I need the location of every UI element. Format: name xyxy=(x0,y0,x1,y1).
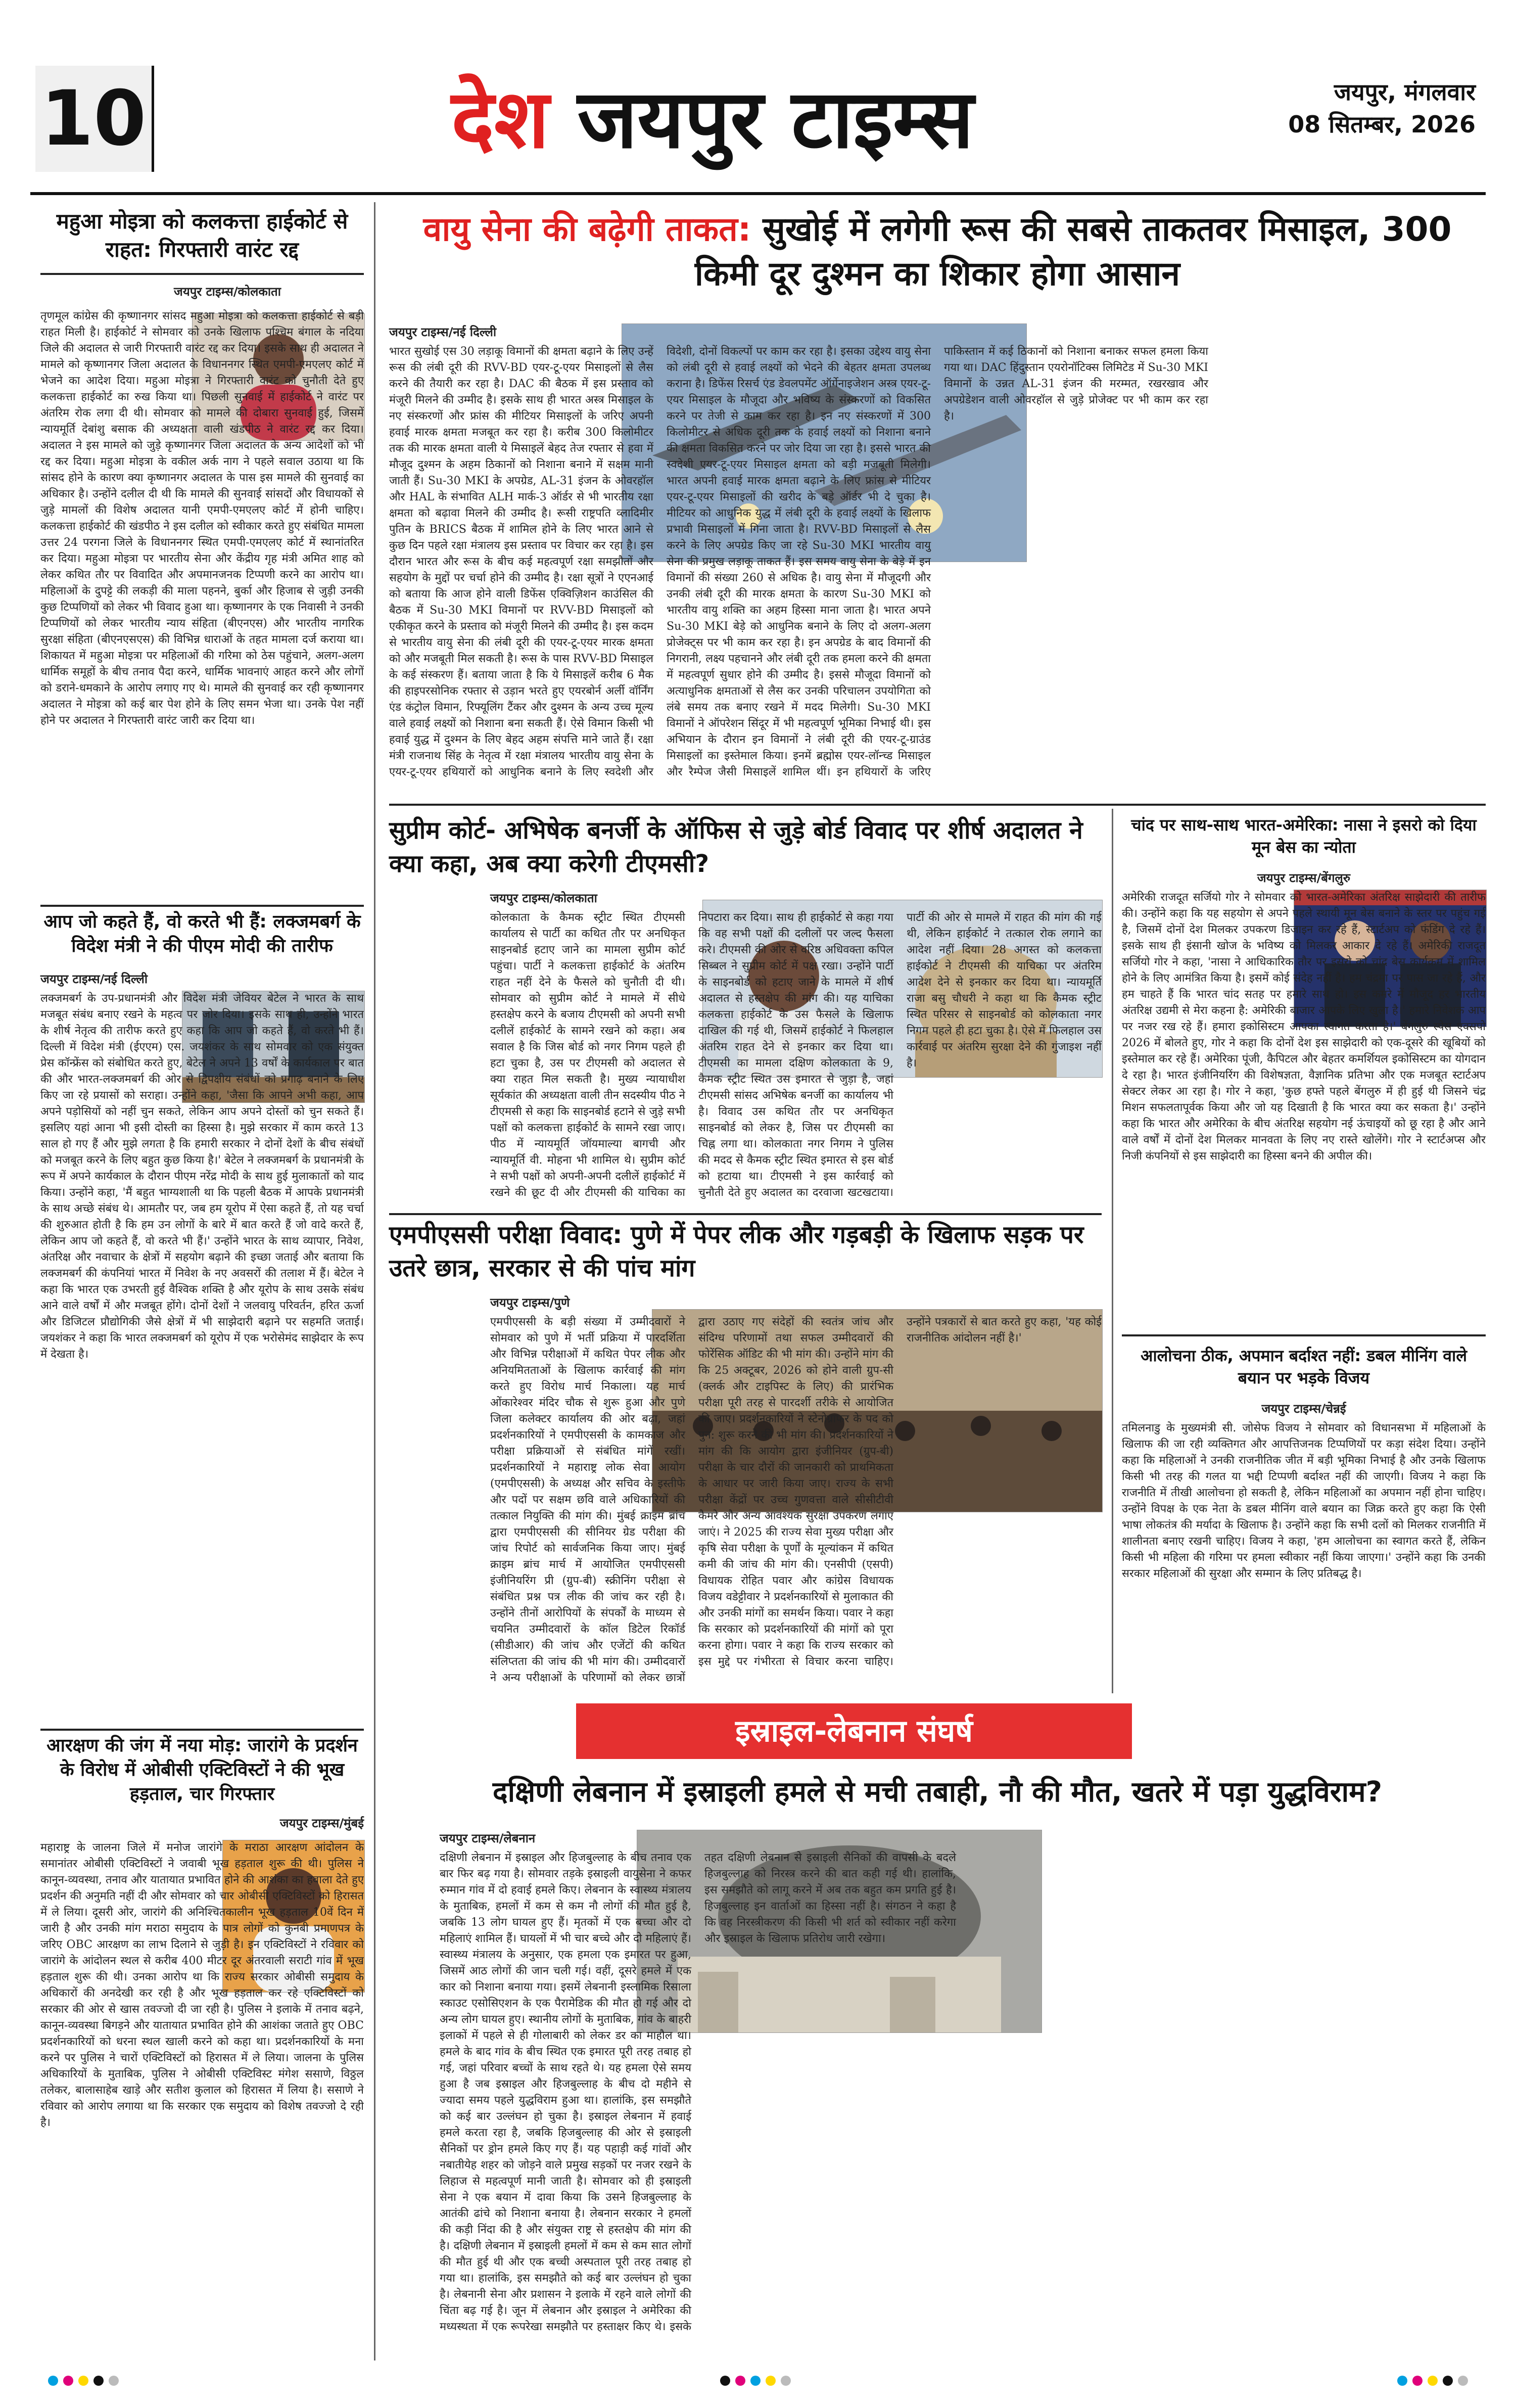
brand-prefix: देश xyxy=(451,72,549,166)
story-mpsc-byline: जयपुर टाइम्स/पुणे xyxy=(490,1295,570,1310)
story-mpsc-headline: एमपीएससी परीक्षा विवाद: पुणे में पेपर लीक और गड़बड़ी के खिलाफ सड़क पर उतरे छात्र, सरकार से की पांच मांग xyxy=(389,1221,1084,1282)
story-mahua-headline: महुआ मोइत्रा को कलकत्ता हाईकोर्ट से राहत: गिरफ्तारी वारंट रद्द xyxy=(56,209,348,262)
lead-headline-kicker: वायु सेना की बढ़ेगी ताकत: xyxy=(423,210,751,249)
city-day: जयपुर, मंगलवार xyxy=(1334,78,1476,106)
lead-headline-main: सुखोई में लगेगी रूस की सबसे ताकतवर मिसाइल, 300 किमी दूर दुश्मन का शिकार होगा आसान xyxy=(694,210,1452,293)
registration-marks-left xyxy=(45,2371,136,2393)
lead-body: भारत सुखोई एस 30 लड़ाकू विमानों की क्षमता बढ़ाने के लिए उन्हें रूस की लंबी दूरी की RVV-BD एयर-टू-एयर मिसाइलों से लैस करने की तैयारी कर रहा है। DAC की बैठक में इस प्रस्ताव को मंजूरी मिलने की उम्मीद है। इसके साथ ही भारत अस्त्र मिसाइल के नए संस्करणों और फ्रांस की मीटियर मिसाइलों के जरिए अपनी हवाई मारक क्षमता मजबूत कर रहा है। करीब 300 किलोमीटर तक की मारक क्षमता वाली ये मिसाइलें बेहद तेज रफ्तार से हवा में मौजूद दुश्मन के अहम ठिकानों को निशाना बनाने में सक्षम मानी जाती हैं। Su-30 MKI के अपग्रेड, AL-31 इंजन के ओवरहॉल और HAL के संभावित ALH मार्क-3 ऑर्डर से भी भारतीय रक्षा क्षमता को बढ़ावा मिलने की उम्मीद है। रूसी राष्ट्रपति व्लादिमीर पुतिन के BRICS बैठक में शामिल होने के लिए भारत आने से कुछ दिन पहले रक्षा मंत्रालय इस प्रस्ताव पर विचार कर रहा है। इस दौरान भारत और रूस के बीच कई महत्वपूर्ण रक्षा समझौतों और सहयोग के मुद्दों पर चर्चा होने की उम्मीद है। रक्षा सूत्रों ने एएनआई को बताया कि आज होने वाली डिफेंस एक्विज़िशन काउंसिल की बैठक में Su-30 MKI विमानों पर RVV-BD मिसाइलों को एकीकृत करने के प्रस्ताव को मंजूरी मिलने की उम्मीद है। इस कदम से भारतीय वायु सेना की लंबी दूरी की एयर-टू-एयर मारक क्षमता को और मजबूती मिल सकती है। रूस के पास RVV-BD मिसाइल के कई संस्करण हैं। बताया जाता है कि ये मिसाइलें करीब 6 मैक की हाइपरसोनिक रफ्तार से उड़ान भरते हुए एयरबोर्न अर्ली वॉर्निंग एंड कंट्रोल विमान, रिफ्यूलिंग टैंकर और दुश्मन के अन्य उच्च मूल्य वाले हवाई लक्ष्यों को निशाना बना सकती हैं। ऐसे विमान किसी भी हवाई युद्ध में दुश्मन के लिए बेहद अहम संपत्ति माने जाते हैं। रक्षा मंत्री राजनाथ सिंह के नेतृत्व में रक्षा मंत्रालय भारतीय वायु सेना के एयर-टू-एयर हथियारों को आधुनिक बनाने के लिए स्वदेशी और विदेशी, दोनों विकल्पों पर काम कर रहा है। इसका उद्देश्य वायु सेना को लंबी दूरी से हवाई लक्ष्यों को भेदने की बेहतर क्षमता उपलब्ध कराना है। डिफेंस रिसर्च एंड डेवलपमेंट ऑर्गेनाइजेशन अस्त्र एयर-टू-एयर मिसाइल के मौजूदा और भविष्य के संस्करणों को विकसित करने पर तेजी से काम कर रहा है। इन नए संस्करणों में 300 किलोमीटर से अधिक दूरी तक के हवाई लक्ष्यों को निशाना बनाने की क्षमता विकसित करने पर जोर दिया जा रहा है। इससे भारत की स्वदेशी एयर-टू-एयर मिसाइल क्षमता को बड़ी मजबूती मिलेगी। भारत अपनी हवाई मारक क्षमता बढ़ाने के लिए फ्रांस से मीटियर एयर-टू-एयर मिसाइलों की खरीद के बड़े ऑर्डर भी दे चुका है। मीटियर को आधुनिक युद्ध में लंबी दूरी के हवाई लक्ष्यों के खिलाफ प्रभावी मिसाइलों में गिना जाता है। RVV-BD मिसाइलों से लैस करने के लिए अपग्रेड किए जा रहे Su-30 MKI भारतीय वायु सेना की प्रमुख लड़ाकू ताकत हैं। इस समय वायु सेना के बेड़े में इन विमानों की संख्या 260 से अधिक है। वायु सेना में मौजूदगी और उनकी लंबी दूरी की मारक क्षमता के कारण Su-30 MKI को भारतीय वायु शक्ति का अहम हिस्सा माना जाता है। भारत अपने Su-30 MKI बेड़े को आधुनिक बनाने के लिए दो अलग-अलग प्रोजेक्ट्स पर भी काम कर रहा है। इन अपग्रेड के बाद विमानों की निगरानी, लक्ष्य पहचानने और लंबी दूरी तक हमला करने की क्षमता में महत्वपूर्ण सुधार होने की उम्मीद है। इससे मौजूदा विमानों को अत्याधुनिक क्षमताओं से लैस कर उनकी परिचालन उपयोगिता को लंबे समय तक बनाए रखने में मदद मिलेगी। Su-30 MKI विमानों ने ऑपरेशन सिंदूर में भी महत्वपूर्ण भूमिका निभाई थी। इस अभियान के दौरान इन विमानों ने लंबी दूरी की एयर-टू-ग्राउंड मिसाइलों का इस्तेमाल किया। इनमें ब्रह्मोस एयर-लॉन्च्ड मिसाइल और रैम्पेज जैसी मिसाइलें शामिल थीं। इन हथियारों के जरिए पाकिस्तान में कई ठिकानों को निशाना बनाकर सफल हमला किया गया था। DAC हिंदुस्तान एयरोनॉटिक्स लिमिटेड में Su-30 MKI विमानों के उन्नत AL-31 इंजन की मरम्मत, रखरखाव और अपग्रेडेशन वाली ओवरहॉल से जुड़े प्रोजेक्ट पर भी काम कर रहा है। xyxy=(389,345,1208,778)
story-luxembourg-byline: जयपुर टाइम्स/नई दिल्ली xyxy=(40,972,148,986)
newspaper-brand xyxy=(384,61,1041,171)
page-number: 10 xyxy=(35,66,154,172)
lead-headline xyxy=(389,207,1486,296)
story-vijay-body: तमिलनाडु के मुख्यमंत्री सी. जोसेफ विजय ने सोमवार को विधानसभा में महिलाओं के खिलाफ की जा रही व्यक्तिगत और आपत्तिजनक टिप्पणियों पर कड़ा संदेश दिया। उन्होंने कहा कि महिलाओं ने उनकी राजनीतिक जीत में बड़ी भूमिका निभाई है और उनके खिलाफ किसी भी तरह की गलत या भद्दी टिप्पणी बर्दाश्त नहीं की जाएगी। विजय ने कहा कि राजनीति में तीखी आलोचना हो सकती है, लेकिन महिलाओं का अपमान नहीं होना चाहिए। उन्होंने विपक्ष के एक नेता के डबल मीनिंग वाले बयान का जिक्र करते हुए कहा कि ऐसी भाषा लोकतंत्र की मर्यादा के खिलाफ है। उन्होंने कहा कि सभी दलों को मिलकर राजनीति में शालीनता बनाए रखनी चाहिए। विजय ने कहा, 'हम आलोचना का स्वागत करते हैं, लेकिन किसी भी महिला की गरिमा पर हमला स्वीकार नहीं किया जाएगा।' उन्होंने कहा कि उनकी सरकार महिलाओं की सुरक्षा और सम्मान के लिए प्रतिबद्ध है। xyxy=(1122,1422,1486,1580)
story-obc-byline: जयपुर टाइम्स/मुंबई xyxy=(279,1816,364,1830)
issue-date: 08 सितम्बर, 2026 xyxy=(1288,111,1476,138)
story-lebanon-byline: जयपुर टाइम्स/लेबनान xyxy=(440,1831,536,1845)
story-mahua-byline: जयपुर टाइम्स/कोलकाता xyxy=(174,285,281,299)
registration-marks-right xyxy=(1395,2371,1486,2393)
story-luxembourg-headline: आप जो कहते हैं, वो करते भी हैं: लक्जमबर्ग के विदेश मंत्री ने की पीएम मोदी की तारीफ xyxy=(43,911,361,956)
story-luxembourg-body: लक्जमबर्ग के उप-प्रधानमंत्री और विदेश मंत्री जेवियर बेटेल ने भारत के साथ मजबूत संबंध बनाए रखने के महत्व पर जोर दिया। इसके साथ ही, उन्होंने भारत के शीर्ष नेतृत्व की तारीफ करते हुए कहा कि आप जो कहते हैं, वो करते भी हैं। दिल्ली में विदेश मंत्री (ईएएम) एस. जयशंकर के साथ सोमवार को एक संयुक्त प्रेस कॉन्फ्रेंस को संबोधित करते हुए, बेटेल ने अपने 13 वर्षों के कार्यकाल पर बात की और भारत-लक्जमबर्ग की ओर से द्विपक्षीय संबंधों को प्रगाढ़ बनाने के लिए किए जा रहे प्रयासों को सराहा। उन्होंने कहा, 'जैसा कि आपने अभी कहा, आप अपने पड़ोसियों को नहीं चुन सकते, लेकिन आप अपने दोस्तों को चुन सकते हैं। इसलिए यहां आना भी इसी दोस्ती का हिस्सा है। मुझे सरकार में काम करते 13 साल हो गए हैं और मुझे लगता है कि हमारी सरकार ने दोनों देशों के बीच संबंधों को मजबूत करने के लिए बहुत कुछ किया है।' बेटेल ने लक्जमबर्ग के प्रधानमंत्री के रूप में अपने कार्यकाल के दौरान पीएम नरेंद्र मोदी के साथ हुई मुलाकातों को याद किया। उन्होंने कहा, 'मैं बहुत भाग्यशाली था कि पहली बैठक में आपके प्रधानमंत्री के साथ अच्छे संबंध थे। आमतौर पर, जब हम यूरोप में ऐसा कहते हैं, तो यह चर्चा की शुरुआत होती है कि हम उन लोगों के बारे में बात करते हैं जो वादे करते हैं, लेकिन आप जो कहते हैं, वो करते भी हैं।' उन्होंने भारत के साथ व्यापार, निवेश, अंतरिक्ष और नवाचार के क्षेत्रों में सहयोग बढ़ाने की इच्छा जताई और बताया कि लक्जमबर्ग की कंपनियां भारत में निवेश के नए अवसरों की तलाश में हैं। बेटेल ने कहा कि भारत एक उभरती हुई वैश्विक शक्ति है और यूरोप के साथ उसके संबंध आने वाले वर्षों में और मजबूत होंगे। दोनों देशों ने जलवायु परिवर्तन, हरित ऊर्जा और डिजिटल प्रौद्योगिकी जैसे क्षेत्रों में भी साझेदारी बढ़ाने पर सहमति जताई। जयशंकर ने कहा कि भारत लक्जमबर्ग को यूरोप में एक भरोसेमंद साझेदार के रूप में देखता है। xyxy=(40,992,364,1361)
story-mpsc-body: एमपीएससी के बड़ी संख्या में उम्मीदवारों ने सोमवार को पुणे में भर्ती प्रक्रिया में पारदर्शिता और विभिन्न परीक्षाओं में कथित पेपर लीक और अनियमितताओं के खिलाफ कार्रवाई की मांग करते हुए विरोध मार्च निकाला। यह मार्च ओंकारेश्वर मंदिर चौक से शुरू हुआ और पुणे जिला कलेक्टर कार्यालय की ओर बढ़ा, जहां प्रदर्शनकारियों ने एमपीएससी के कामकाज और परीक्षा प्रक्रियाओं से संबंधित मांगें रखीं। प्रदर्शनकारियों ने महाराष्ट्र लोक सेवा आयोग (एमपीएससी) के अध्यक्ष और सचिव के इस्तीफे और पदों पर सक्षम छवि वाले अधिकारियों की तत्काल नियुक्ति की मांग की। मुंबई क्राइम ब्रांच द्वारा एमपीएससी की सीनियर ग्रेड परीक्षा की जांच रिपोर्ट को सार्वजनिक किया जाए। मुंबई क्राइम ब्रांच मार्च में आयोजित एमपीएससी इंजीनियरिंग प्री (ग्रुप-बी) स्क्रीनिंग परीक्षा से संबंधित प्रश्न पत्र लीक की जांच कर रही है। उन्होंने तीनों आरोपियों के संपर्कों के माध्यम से चयनित उम्मीदवारों के कॉल डिटेल रिकॉर्ड (सीडीआर) की जांच और एजेंटों की कथित संलिप्तता की जांच की भी मांग की। उम्मीदवारों ने अन्य परीक्षाओं के परिणामों को लेकर छात्रों द्वारा उठाए गए संदेहों की स्वतंत्र जांच और संदिग्ध परिणामों तथा सफल उम्मीदवारों की फोरेंसिक ऑडिट की भी मांग की। उन्होंने मांग की कि 25 अक्टूबर, 2026 को होने वाली ग्रुप-सी (क्लर्क और टाइपिस्ट के लिए) की प्रारंभिक परीक्षा पूरी तरह से पारदर्शी तरीके से आयोजित की जाए। प्रदर्शनकारियों ने स्टेनोग्राफर के पद को पुन: शुरू करने की भी मांग की। प्रदर्शनकारियों ने मांग की कि आयोग द्वारा इंजीनियर (ग्रुप-बी) परीक्षा के चार दौरों की जानकारी को प्राथमिकता के आधार पर जारी किया जाए। राज्य के सभी परीक्षा केंद्रों पर उच्च गुणवत्ता वाले सीसीटीवी कैमरे और अन्य आवश्यक सुरक्षा उपकरण लगाए जाएं। ने 2025 की राज्य सेवा मुख्य परीक्षा और कृषि सेवा परीक्षा के पूर्णों के मूल्यांकन में कथित कमी की जांच की मांग की। एनसीपी (एसपी) विधायक रोहित पवार और कांग्रेस विधायक विजय वडेट्टीवार ने प्रदर्शनकारियों से मुलाकात की और उनकी मांगों का समर्थन किया। पवार ने कहा कि सरकार को प्रदर्शनकारियों की मांगों को पूरा करना होगा। पवार ने कहा कि राज्य सरकार को इस मुद्दे पर गंभीरता से विचार करना चाहिए। उन्होंने पत्रकारों से बात करते हुए कहा, 'यह कोई राजनीतिक आंदोलन नहीं है।' xyxy=(490,1316,1102,1684)
separator-1 xyxy=(40,905,364,907)
registration-marks-center xyxy=(718,2371,809,2393)
story-tmc-headline: सुप्रीम कोर्ट- अभिषेक बनर्जी के ऑफिस से जुड़े बोर्ड विवाद पर शीर्ष अदालत ने क्या कहा, अब क्या करेगी टीएमसी? xyxy=(389,816,1083,878)
separator-3 xyxy=(389,804,1486,806)
separator-5 xyxy=(1122,1334,1486,1336)
separator-2 xyxy=(40,1729,364,1731)
story-tmc-byline: जयपुर टाइम्स/कोलकाता xyxy=(490,891,597,905)
story-mahua-rule xyxy=(40,273,364,275)
story-obc-headline: आरक्षण की जंग में नया मोड़: जारांगे के प्रदर्शन के विरोध में ओबीसी एक्टिविस्टों ने की भूख हड़ताल, चार गिरफ्तार xyxy=(46,1735,358,1804)
dateline xyxy=(1162,76,1476,141)
story-vijay-byline: जयपुर टाइम्स/चेन्नई xyxy=(1261,1402,1346,1416)
separator-4 xyxy=(389,1213,1102,1215)
story-nasa-headline: चांद पर साथ-साथ भारत-अमेरिका: नासा ने इसरो को दिया मून बेस का न्योता xyxy=(1131,815,1477,857)
left-column-divider xyxy=(374,202,375,2360)
story-lebanon-body: दक्षिणी लेबनान में इस्राइल और हिजबुल्लाह के बीच तनाव एक बार फिर बढ़ गया है। सोमवार तड़के इस्राइली वायुसेना ने कफर रुम्मान गांव में दो हवाई हमले किए। लेबनान के स्वास्थ्य मंत्रालय के मुताबिक, हमलों में कम से कम नौ लोगों की मौत हुई है, जबकि 13 लोग घायल हुए हैं। मृतकों में एक बच्चा और दो महिलाएं शामिल हैं। घायलों में भी चार बच्चे और दो महिलाएं हैं। स्वास्थ्य मंत्रालय के अनुसार, एक हमला एक इमारत पर हुआ, जिसमें आठ लोगों की जान चली गई। वहीं, दूसरे हमले में एक कार को निशाना बनाया गया। इसमें लेबनानी इस्लामिक रिसाला स्काउट एसोसिएशन के एक पैरामेडिक की मौत हो गई और दो अन्य लोग घायल हुए। स्थानीय लोगों के मुताबिक, गांव के बाहरी इलाकों में पहले से ही गोलाबारी को लेकर डर का माहौल था। हमले के बाद गांव के बीच स्थित एक इमारत पूरी तरह तबाह हो गई, जहां परिवार बच्चों के साथ रहते थे। यह हमला ऐसे समय हुआ है जब इस्राइल और हिजबुल्लाह के बीच दो महीने से ज्यादा समय पहले युद्धविराम हुआ था। हालांकि, इस समझौते को कई बार उल्लंघन हो चुका है। इस्राइल लेबनान में हवाई हमले करता रहा है, जबकि हिजबुल्लाह की ओर से इस्राइली सैनिकों पर ड्रोन हमले किए गए हैं। यह पहाड़ी कई गांवों और नबातीयेह शहर को जोड़ने वाले प्रमुख सड़कों पर नजर रखने के लिहाज से महत्वपूर्ण मानी जाती है। सोमवार को ही इस्राइली सेना ने एक बयान में दावा किया कि उसने हिजबुल्लाह के आतंकी ढांचे को निशाना बनाया है। लेबनान सरकार ने हमलों की कड़ी निंदा की है और संयुक्त राष्ट्र से हस्तक्षेप की मांग की है। दक्षिणी लेबनान में इस्राइली हमलों में कम से कम सात लोगों की मौत हुई थी और एक बच्ची अस्पताल पूरी तरह तबाह हो गया था। हालांकि, इस समझौते को कई बार उल्लंघन हो चुका है। लेबनानी सेना और प्रशासन ने इलाके में रहने वाले लोगों की चिंता बढ़ गई है। जून में लेबनान और इस्राइल ने अमेरिका की मध्यस्थता में एक रूपरेखा समझौते पर हस्ताक्षर किए थे। इसके तहत दक्षिणी लेबनान से इस्राइली सैनिकों की वापसी के बदले हिजबुल्लाह को निरस्त्र करने की बात कही गई थी। हालांकि, इस समझौते को लागू करने में अब तक बहुत कम प्रगति हुई है। हिजबुल्लाह इन वार्ताओं का हिस्सा नहीं है। संगठन ने कहा है कि वह निरस्त्रीकरण की किसी भी शर्त को स्वीकार नहीं करेगा और इस्राइल के खिलाफ प्रतिरोध जारी रखेगा। xyxy=(440,1851,956,2333)
story-obc-body: महाराष्ट्र के जालना जिले में मनोज जारांगे के मराठा आरक्षण आंदोलन के समानांतर ओबीसी एक्टिविस्टों ने जवाबी भूख हड़ताल शुरू की थी। पुलिस ने कानून-व्यवस्था, तनाव और यातायात प्रभावित होने की आशंका का हवाला देते हुए प्रदर्शन की अनुमति नहीं दी और सोमवार को चार ओबीसी एक्टिविस्टों को हिरासत में ले लिया। दूसरी ओर, जारांगे की अनिश्चितकालीन भूख हड़ताल 10वें दिन में जारी है और उनकी मांग मराठा समुदाय के पात्र लोगों को कुनबी प्रमाणपत्र के जरिए OBC आरक्षण का लाभ दिलाने से जुड़ी है। इन एक्टिविस्टों ने रविवार को जारांगे के आंदोलन स्थल से करीब 400 मीटर दूर अंतरवाली सराटी गांव में भूख हड़ताल शुरू की थी। उनका आरोप था कि राज्य सरकार ओबीसी समुदाय के अधिकारों की अनदेखी कर रही है और भूख हड़ताल कर रहे एक्टिविस्टों को सरकार की ओर से खास तवज्जो दी जा रही है। पुलिस ने इलाके में तनाव बढ़ने, कानून-व्यवस्था बिगड़ने और यातायात प्रभावित होने की आशंका जताते हुए OBC प्रदर्शनकारियों को धरना स्थल खाली करने को कहा था। प्रदर्शनकारियों के मना करने पर पुलिस ने चारों एक्टिविस्टों को हिरासत में ले लिया। जालना के पुलिस अधिकारियों के मुताबिक, पुलिस ने ओबीसी एक्टिविस्ट मंगेश ससाणे, विठ्ठल तलेकर, बालासाहेब खाड़े और सतीश कुलाल को हिरासत में लिया है। ससाणे ने रविवार को आरोप लगाया था कि सरकार एक समुदाय को विशेष तवज्जो दे रही है। xyxy=(40,1841,364,2129)
story-mahua-body: तृणमूल कांग्रेस की कृष्णानगर सांसद महुआ मोइत्रा को कलकत्ता हाईकोर्ट से बड़ी राहत मिली है। हाईकोर्ट ने सोमवार को उनके खिलाफ पश्चिम बंगाल के नदिया जिले की अदालत से जारी गिरफ्तारी वारंट रद्द कर दिया। इसके साथ ही अदालत ने मामले को कृष्णानगर जिला अदालत के विधाननगर स्थित एमपी-एमएलए कोर्ट में भेजने का आदेश दिया। महुआ मोइत्रा ने गिरफ्तारी वारंट को चुनौती देते हुए कलकत्ता हाईकोर्ट का रुख किया था। पिछली सुनवाई में हाईकोर्ट ने वारंट पर अंतरिम रोक लगा दी थी। सोमवार को मामले की दोबारा सुनवाई हुई, जिसमें न्यायमूर्ति देबांशु बसाक की अध्यक्षता वाली खंडपीठ ने वारंट रद्द कर दिया। अदालत ने इस मामले को जुड़े कृष्णानगर जिला अदालत के अन्य आदेशों को भी रद्द कर दिया। महुआ मोइत्रा के वकील अर्क नाग ने पहले सवाल उठाया था कि सांसद होने के कारण क्या कृष्णानगर अदालत के पास इस मामले की सुनवाई का अधिकार है। उन्होंने दलील दी थी कि मामले की सुनवाई सांसदों और विधायकों से जुड़े मामलों की विशेष अदालत यानी एमपी-एमएलए कोर्ट में होनी चाहिए। कलकत्ता हाईकोर्ट की खंडपीठ ने इस दलील को स्वीकार करते हुए संबंधित मामला उत्तर 24 परगना जिले के विधाननगर स्थित एमपी-एमएलए कोर्ट में स्थानांतरित कर दिया। महुआ मोइत्रा पर भारतीय सेना और केंद्रीय गृह मंत्री अमित शाह को लेकर कथित तौर पर विवादित और अपमानजनक टिप्पणी करने का आरोप था। महिलाओं के दुपट्टे की लकड़ी की माला पहनने, बुर्का और हिजाब से जुड़ी उनकी कुछ टिप्पणियों को लेकर भी विवाद हुआ था। कृष्णानगर के एक निवासी ने उनकी टिप्पणियों को लेकर भारतीय न्याय संहिता (बीएनएस) और भारतीय नागरिक सुरक्षा संहिता (बीएनएसएस) की विभिन्न धाराओं के तहत मामला दर्ज कराया था। शिकायत में महुआ मोइत्रा पर महिलाओं की गरिमा को ठेस पहुंचाने, अलग-अलग धार्मिक समूहों के बीच तनाव पैदा करने, धार्मिक भावनाएं आहत करने और लोगों को डराने-धमकाने के आरोप लगाए गए थे। मामले की सुनवाई कर रही कृष्णानगर अदालत ने मोइत्रा को कई बार पेश होने के लिए समन भेजा था। उनके पेश नहीं होने पर अदालत ने गिरफ्तारी वारंट जारी कर दिया था। xyxy=(40,310,364,727)
brand-name: जयपुर टाइम्स xyxy=(577,72,974,166)
right-column-divider xyxy=(1112,809,1113,1693)
story-lebanon-headline: दक्षिणी लेबनान में इस्राइली हमले से मची तबाही, नौ की मौत, खतरे में पड़ा युद्धविराम? xyxy=(492,1776,1383,1809)
story-vijay-headline: आलोचना ठीक, अपमान बर्दाश्त नहीं: डबल मीनिंग वाले बयान पर भड़के विजय xyxy=(1140,1346,1467,1387)
story-nasa-byline: जयपुर टाइम्स/बेंगलुरु xyxy=(1257,871,1351,885)
lead-byline: जयपुर टाइम्स/नई दिल्ली xyxy=(389,325,497,339)
story-nasa-body: अमेरिकी राजदूत सर्जियो गोर ने सोमवार को भारत-अमेरिका अंतरिक्ष साझेदारी की तारीफ की। उन्होंने कहा कि यह सहयोग से अपने पहले स्थायी मून बेस बनाने के स्तर पर पहुंच गई है, जिसमें दोनों देश मिलकर उपकरण डिजाइन कर रहे हैं, स्टार्टअप को फंडिंग दे रहे हैं। इसके साथ ही इंसानी खोज के भविष्य को मिलकर आकार दे रहे हैं। अमेरिकी राजदूत सर्जियो गोर ने कहा, 'नासा ने आधिकारिक तौर पर इसरो को चांद बेस कार्यक्रम में शामिल होने के लिए आमंत्रित किया है। इसमें कोई संदेह नहीं है। हम चंद्रमा पर पास जा रहे हैं, और हम चाहते हैं कि भारत चांद सतह पर हमारे साथ हो। इस कमरे में मौजूद हर भारतीय अंतरिक्ष उद्यमी से मेरा कहना है: अमेरिकी बाजार आपके लिए खुला है।' हमारे निवेशक आप पर नजर रख रहे हैं। हमारा इकोसिस्टम आपका स्वागत करता है।' बेंगलुरु स्पेस एक्सपो 2026 में बोलते हुए, गोर ने कहा कि दोनों देश इस साझेदारी को एक-दूसरे की खूबियों को इस्तेमाल कर रहे हैं। अमेरिका पूंजी, कैपिटल और बेहतर कमर्शियल इकोसिस्टम का योगदान दे रहा है। भारत इंजीनियरिंग की विशेषज्ञता, वैज्ञानिक प्रतिभा और एक मजबूत स्टार्टअप सेक्टर लेकर आ रहा है। गोर ने कहा, 'कुछ हफ्ते पहले बेंगलुरु में ही हुई थी जिसने चंद्र मिशन सफलतापूर्वक किया और जो यह दिखाती है कि भारत क्या कर सकता है।' उन्होंने कहा कि भारत और अमेरिका के बीच अंतरिक्ष सहयोग नई ऊंचाइयों को छू रहा है और आने वाले वर्षों में दोनों देश मिलकर मानवता के लिए नए रास्ते खोलेंगे। गोर ने स्टार्टअप्स और निजी कंपनियों से इस साझेदारी का हिस्सा बनने की अपील की। xyxy=(1122,891,1486,1163)
story-tmc-body: कोलकाता के कैमक स्ट्रीट स्थित टीएमसी कार्यालय से पार्टी का कथित तौर पर अनधिकृत साइनबोर्ड हटाए जाने का मामला सुप्रीम कोर्ट पहुंचा। पार्टी ने कलकत्ता हाईकोर्ट के अंतरिम राहत नहीं देने के फैसले को चुनौती दी थी। सोमवार को सुप्रीम कोर्ट ने मामले में सीधे हस्तक्षेप करने के बजाय टीएमसी को अपनी सभी दलीलें हाईकोर्ट के सामने रखने को कहा। अब सवाल है कि जिस बोर्ड को नगर निगम पहले ही हटा चुका है, उस पर टीएमसी को अदालत से क्या राहत मिल सकती है। मुख्य न्यायाधीश सूर्यकांत की अध्यक्षता वाली तीन सदस्यीय पीठ ने टीएमसी से कहा कि साइनबोर्ड हटाने से जुड़े सभी पक्षों को कलकत्ता हाईकोर्ट के सामने रखा जाए। पीठ में न्यायमूर्ति जॉयमाल्या बागची और न्यायमूर्ति वी. मोहना भी शामिल थे। सुप्रीम कोर्ट ने सभी पक्षों को अपनी-अपनी दलीलें हाईकोर्ट में रखने की छूट दी और टीएमसी की याचिका का निपटारा कर दिया। साथ ही हाईकोर्ट से कहा गया कि वह सभी पक्षों की दलीलों पर जल्द फैसला करे। टीएमसी की ओर से वरिष्ठ अधिवक्ता कपिल सिब्बल ने सुप्रीम कोर्ट में पक्ष रखा। उन्होंने पार्टी के साइनबोर्ड को हटाए जाने के मामले में शीर्ष अदालत से हस्तक्षेप की मांग की। यह याचिका कलकत्ता हाईकोर्ट के उस फैसले के खिलाफ दाखिल की गई थी, जिसमें हाईकोर्ट ने फिलहाल अंतरिम राहत देने से इनकार कर दिया था। टीएमसी का मामला दक्षिण कोलकाता के 9, कैमक स्ट्रीट स्थित उस इमारत से जुड़ा है, जहां टीएमसी सांसद अभिषेक बनर्जी का कार्यालय भी है। विवाद उस कथित तौर पर अनधिकृत साइनबोर्ड को लेकर है, जिस पर टीएमसी का चिह्न लगा था। कोलकाता नगर निगम ने पुलिस की मदद से कैमक स्ट्रीट स्थित इमारत से इस बोर्ड को हटाया था। टीएमसी ने इस कार्रवाई को चुनौती देते हुए अदालत का दरवाजा खटखटाया। पार्टी की ओर से मामले में राहत की मांग की गई थी, लेकिन हाईकोर्ट ने तत्काल रोक लगाने का आदेश नहीं दिया। 28 अगस्त को कलकत्ता हाईकोर्ट ने टीएमसी की याचिका पर अंतरिम आदेश देने से इनकार कर दिया था। न्यायमूर्ति राजा बसु चौधरी ने कहा था कि कैमक स्ट्रीट स्थित परिसर से साइनबोर्ड को कोलकाता नगर निगम पहले ही हटा चुका है। ऐसे में फिलहाल उस कार्रवाई पर अंतरिम सुरक्षा देने की गुंजाइश नहीं है। xyxy=(490,911,1102,1199)
section-banner: इस्राइल-लेबनान संघर्ष xyxy=(576,1703,1132,1759)
